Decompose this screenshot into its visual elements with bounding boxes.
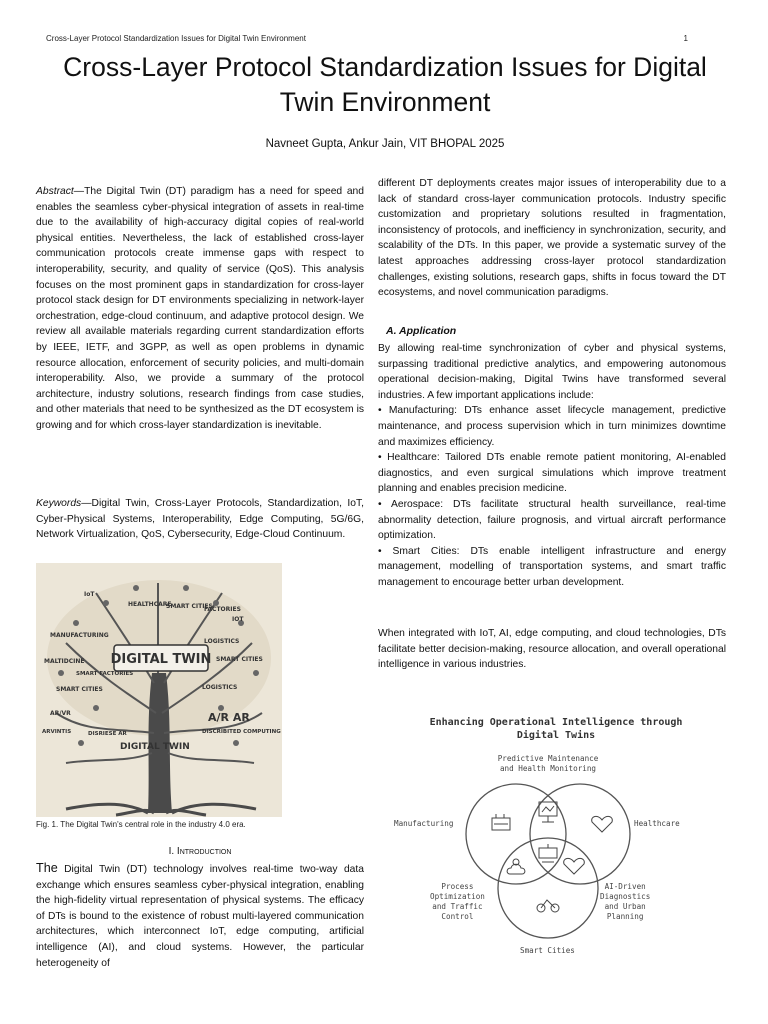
- tree-label-manufacturing: MANUFACTURING: [50, 632, 109, 639]
- venn-bl-line-4: Control: [441, 912, 474, 921]
- venn-br-line-2: Diagnostics: [600, 892, 651, 901]
- venn-br-line-1: AI-Driven: [604, 882, 646, 891]
- intro-body: Digital Twin (DT) technology involves real-time two-way data exchange which ensures seamless cyber-physical integration, enabling the high-fidelity virtual representation of physical systems. The efficacy of DTs is bound to the existence of robust multi-layered communication architectures, which interconnect IoT, edge computing, artificial intelligence (AI), and cloud systems. However, the particular heterogeneity of: [36, 864, 364, 969]
- authors: Navneet Gupta, Ankur Jain, VIT BHOPAL 2025: [265, 138, 505, 150]
- center-label: DIGITAL TWIN: [110, 652, 212, 667]
- bullet-manufacturing: • Manufacturing: DTs enhance asset lifecycle management, predictive maintenance, and process supervision which in turn minimizes downtime and maximizes efficiency.: [378, 405, 726, 448]
- venn-label-bottom-right: [600, 882, 650, 922]
- paper-title: [40, 50, 730, 120]
- abstract-label: Abstract: [36, 186, 74, 197]
- tree-label-iot-2: IOT: [232, 616, 244, 623]
- integration-text: When integrated with IoT, AI, edge computing, and cloud technologies, DTs facilitate better decision-making, resource allocation, and overall operational intelligence in various industries.: [378, 628, 726, 671]
- tree-label-arvr: AR/VR: [50, 710, 71, 717]
- venn-top-line-2: and Health Monitoring: [499, 764, 596, 773]
- venn-label-bottom-left: [430, 882, 485, 922]
- tree-label-smart-cities-2: SMART CITIES: [216, 656, 263, 663]
- tree-label-logistics: LOGISTICS: [204, 638, 240, 645]
- bullet-healthcare: • Healthcare: Tailored DTs enable remote patient monitoring, AI-enabled diagnostics, and even surgical simulations which improve treatment planning and enables precision medicine.: [378, 452, 726, 495]
- abstract: [36, 184, 364, 434]
- application-section: [378, 341, 726, 591]
- running-header: Cross-Layer Protocol Standardization Issues for Digital Twin Environment: [46, 34, 306, 43]
- venn-label-left: Manufacturing: [394, 819, 454, 828]
- bottom-label: DIGITAL TWIN: [120, 742, 190, 752]
- venn-top-line-1: Predictive Maintenance: [497, 754, 599, 763]
- keywords: [36, 496, 364, 543]
- introduction-continuation: [378, 176, 726, 301]
- venn-bl-line-2: Optimization: [430, 892, 485, 901]
- page-number: 1: [683, 34, 688, 43]
- tree-label-disriese: DISRIESE AR: [88, 731, 127, 737]
- venn-circle-manufacturing: [466, 784, 566, 884]
- tree-label-smart-cities-3: SMART CITIES: [56, 686, 103, 693]
- title-line-1: Cross-Layer Protocol Standardization Issues for Digital: [63, 52, 707, 82]
- introduction-text: [36, 861, 364, 971]
- bullet-aerospace: • Aerospace: DTs facilitate structural health surveillance, real-time abnormality detection, failure prognosis, and virtual aircraft performance optimization.: [378, 498, 726, 542]
- title-line-2: Twin Environment: [279, 87, 491, 117]
- venn-label-bottom: Smart Cities: [520, 946, 575, 955]
- tree-label-healthcare: HEALTHCARE: [128, 601, 172, 608]
- figure-1-digital-twin-tree: [36, 563, 282, 817]
- robot-icon: [539, 844, 557, 862]
- factory-icon: [492, 814, 510, 830]
- venn-diagram: [384, 712, 734, 962]
- tree-label-smart-factories: SMART FACTORIES: [76, 671, 134, 677]
- tree-label-ar: A/R AR: [208, 711, 250, 724]
- venn-title-line-1: Enhancing Operational Intelligence through: [429, 717, 683, 728]
- subsection-heading-application: A. Application: [386, 325, 457, 337]
- venn-label-right: Healthcare: [634, 819, 680, 828]
- monitor-icon: [539, 802, 557, 822]
- venn-title-line-2: Digital Twins: [516, 730, 596, 741]
- tree-label-logistics-2: LOGISTICS: [202, 684, 238, 691]
- heart-icon: [592, 816, 613, 832]
- bullet-smart-cities: • Smart Cities: DTs enable intelligent infrastructure and energy management, modelling of transportation systems, and smart traffic management to encourage better urban development.: [378, 545, 726, 588]
- tree-label-computing: DISCRIBITED COMPUTING: [202, 729, 281, 735]
- keywords-label: Keywords: [36, 498, 82, 509]
- venn-bl-line-1: Process: [441, 882, 474, 891]
- integration-paragraph: [378, 626, 726, 673]
- venn-bl-line-3: and Traffic: [432, 902, 483, 911]
- venn-br-line-4: Planning: [606, 912, 644, 921]
- tree-label-arvintis: ARVINTIS: [42, 729, 72, 735]
- heart-check-icon: [564, 858, 585, 874]
- cloud-gear-icon: [507, 859, 525, 874]
- bicycle-icon: [537, 900, 559, 912]
- continuation-text: different DT deployments creates major issues of interoperability due to a lack of standard cross-layer communication protocols. Industry specific customization and proprietary solutions resulted in fragmentation, inconsistency of protocols, and inefficiency in synchronization, security, and scalability of the DTs. In this paper, we provide a systematic survey of the latest approaches addressing cross-layer protocol standardization challenges, existing solutions, research gaps, shifts in focus toward the DT ecosystems, and novel communication paradigms.: [378, 178, 726, 299]
- tree-label-smart-cities: SMART CITIES: [166, 603, 213, 610]
- tree-label-maltidcine: MALTIDCINE: [44, 658, 85, 665]
- tree-label-factories: FACTORIES: [204, 606, 241, 613]
- figure-1-caption: Fig. 1. The Digital Twin's central role in the industry 4.0 era.: [36, 820, 246, 829]
- venn-circle-healthcare: [530, 784, 630, 884]
- venn-label-top: [448, 754, 648, 774]
- intro-lead-word: The: [36, 861, 58, 875]
- application-intro: By allowing real-time synchronization of cyber and physical systems, surpassing traditional predictive analytics, and empowering autonomous operational decision-making, Digital Twins have transformed several industries. A few important applications include:: [378, 343, 726, 401]
- section-heading-introduction: I. Introduction: [168, 846, 232, 857]
- keywords-text: —Digital Twin, Cross-Layer Protocols, Standardization, IoT, Cyber-Physical Systems, Interoperability, Edge Computing, 5G/6G, Network Virtualization, QoS, Cybersecurity, Edge-Cloud Continuum.: [36, 498, 364, 541]
- abstract-text: —The Digital Twin (DT) paradigm has a need for speed and enables the seamless cyber-physical integration of assets in real-time due to the availability of high-accuracy digital copies of real-world physical entities. Nevertheless, the lack of established cross-layer communication protocols create immense gaps with respect to interoperability, security, and quality of service (QoS). This analysis focuses on the most prominent gaps in standardization for cross-layer protocol stack design for DT environments specializing in network-layer orchestration, edge-cloud continuum, and adaptive protocol design. We review all available materials regarding current standardization efforts by IEEE, IETF, and 3GPP, as well as open problems in dynamic resource allocation, enforcement of security policies, and multi-domain interoperability. Also, we provide a summary of the protocol architecture, industry solutions, research findings from case studies, and other materials that need to be synthesized as the DT ecosystem is growing and for which cross-layer standardization is inevitable.: [36, 186, 364, 431]
- venn-circle-smart-cities: [498, 838, 598, 938]
- tree-illustration: [36, 563, 282, 817]
- venn-br-line-3: and Urban: [604, 902, 646, 911]
- tree-label-iot: IoT: [84, 591, 95, 598]
